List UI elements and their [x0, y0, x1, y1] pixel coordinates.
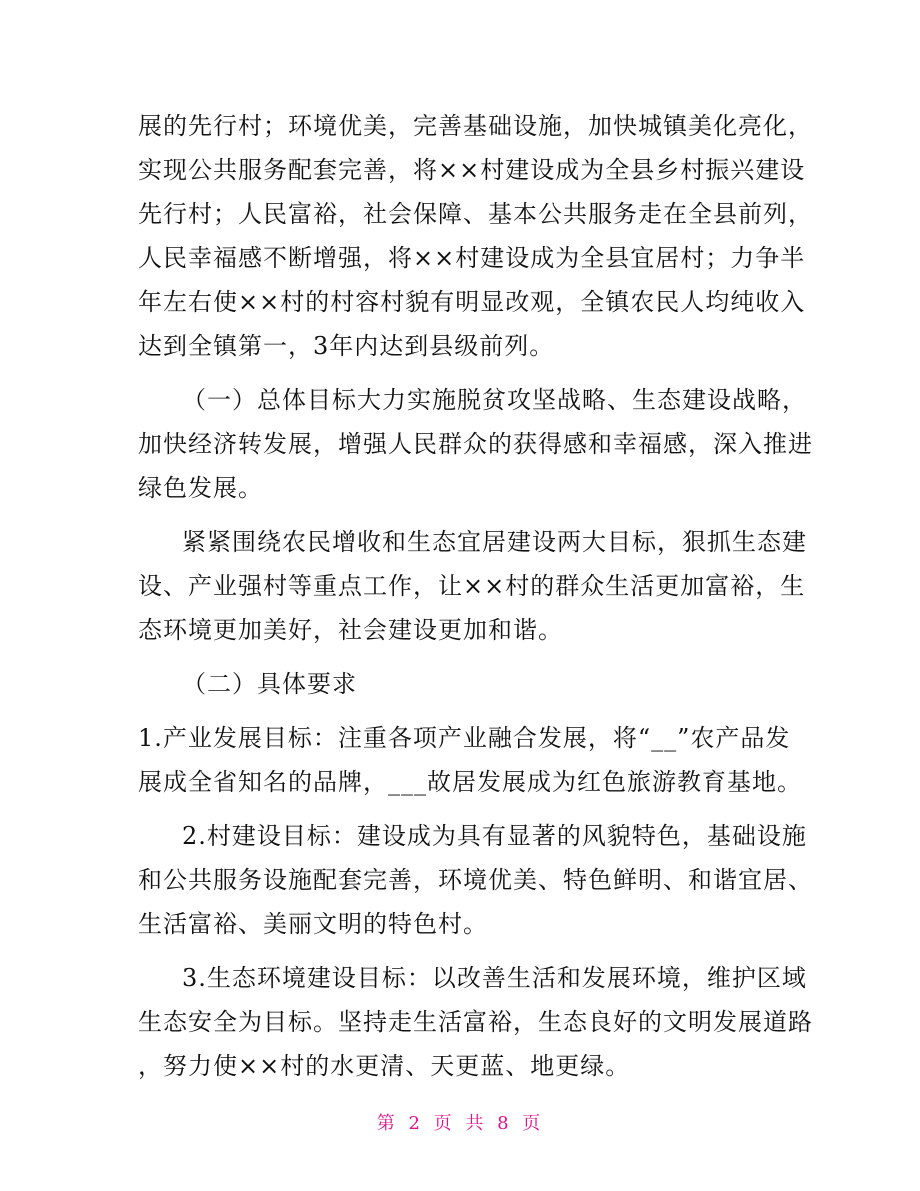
text-line: 展成全省知名的品牌，___故居发展成为红色旅游教育基地。	[138, 768, 802, 796]
page-number-footer: 第 2 页 共 8 页	[376, 1113, 544, 1134]
text-line: 生活富裕、美丽文明的特色村。	[138, 910, 488, 938]
text-line: 年左右使××村的村容村貌有明显改观，全镇农民人均纯收入	[138, 288, 806, 316]
text-line: 设、产业强村等重点工作，让××村的群众生活更加富裕，生	[138, 572, 806, 600]
text-line: 态环境更加美好，社会建设更加和谐。	[138, 616, 563, 644]
section-heading-specific-requirements: （二）具体要求	[182, 670, 357, 698]
text-line: 绿色发展。	[138, 474, 263, 502]
text-line: 1.产业发展目标：注重各项产业融合发展，将“__”农产品发	[138, 724, 791, 752]
paragraph-village-goal	[138, 814, 813, 946]
text-line: 达到全镇第一，3年内达到县级前列。	[138, 332, 555, 360]
text-line: 实现公共服务配套完善，将××村建设成为全县乡村振兴建设	[138, 156, 806, 184]
paragraph-goals-continued	[138, 104, 813, 368]
document-body	[138, 104, 813, 1088]
section-heading-overall-goal: （一）总体目标大力实施脱贫攻坚战略、生态建设战略，	[182, 386, 807, 414]
text-line: ，努力使××村的水更清、天更蓝、地更绿。	[138, 1052, 631, 1080]
text-line: 2.村建设目标：建设成为具有显著的风貌特色，基础设施	[182, 822, 807, 850]
paragraph-two-goals	[138, 520, 807, 652]
text-line: 和公共服务设施配套完善，环境优美、特色鲜明、和谐宜居、	[138, 866, 813, 894]
paragraph-overall-goal	[138, 378, 813, 510]
text-line: 先行村；人民富裕，社会保障、基本公共服务走在全县前列，	[138, 200, 813, 228]
text-line: 人民幸福感不断增强，将××村建设成为全县宜居村；力争半	[138, 244, 806, 272]
paragraph-industry-goal	[138, 716, 802, 804]
text-line: 3.生态环境建设目标：以改善生活和发展环境，维护区域	[182, 964, 807, 992]
text-line: 加快经济转发展，增强人民群众的获得感和幸福感，深入推进	[138, 430, 813, 458]
text-line: 展的先行村；环境优美，完善基础设施，加快城镇美化亮化，	[138, 112, 813, 140]
text-line: 生态安全为目标。坚持走生活富裕，生态良好的文明发展道路	[138, 1008, 813, 1036]
paragraph-ecology-goal	[138, 956, 813, 1088]
text-line: 紧紧围绕农民增收和生态宜居建设两大目标，狠抓生态建	[182, 528, 807, 556]
